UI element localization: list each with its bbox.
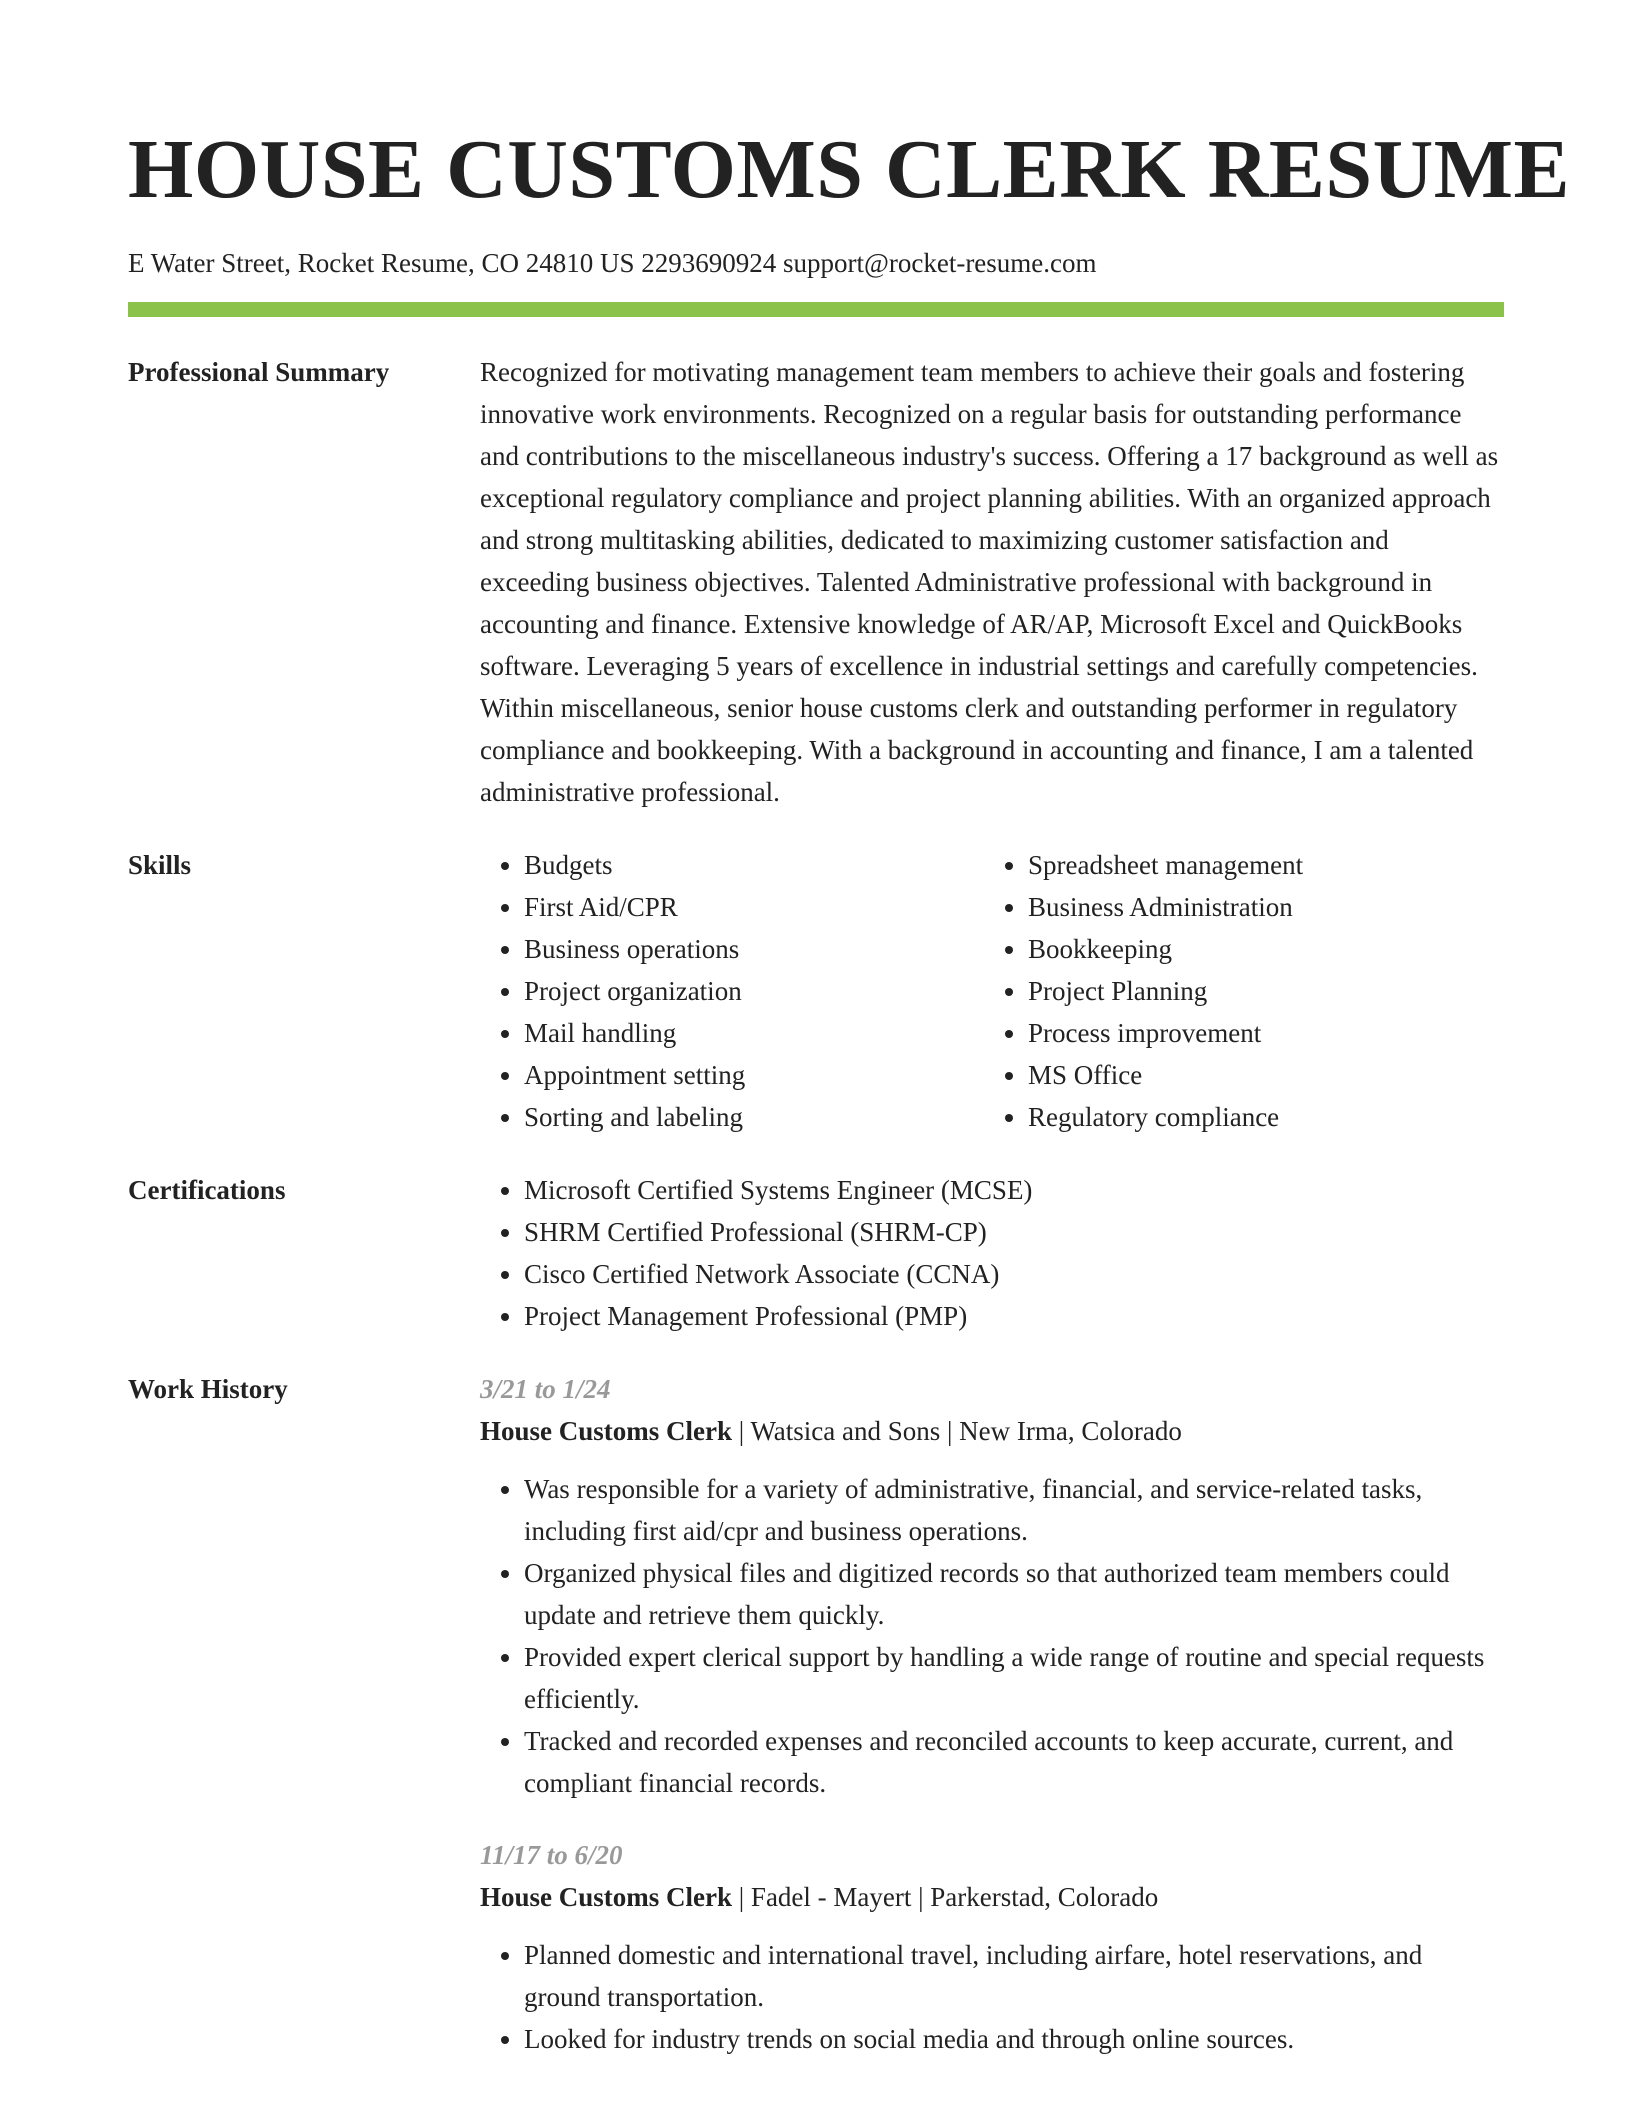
contact-line: E Water Street, Rocket Resume, CO 24810 US 2293690924 support@rocket-resume.com	[128, 248, 1097, 278]
separator: |	[940, 1416, 960, 1446]
job-entry	[480, 1368, 1504, 1804]
separator: |	[732, 1882, 751, 1912]
job-duty: • Tracked and recorded expenses and reconciled accounts to keep accurate, current, and compliant financial records.	[524, 1720, 1504, 1804]
certifications-list	[480, 1169, 1504, 1337]
resume-title: HOUSE CUSTOMS CLERK RESUME	[128, 123, 1571, 216]
job-company: Fadel - Mayert	[750, 1882, 912, 1912]
job-heading	[480, 1876, 1504, 1918]
job-duty: • Looked for industry trends on social media and through online sources.	[524, 2018, 1504, 2060]
skill-item: • MS Office	[1028, 1054, 1488, 1096]
skill-item: • Business operations	[524, 928, 984, 970]
certification-item: • Cisco Certified Network Associate (CCNA)	[524, 1253, 1504, 1295]
job-dates: 3/21 to 1/24	[480, 1374, 611, 1404]
job-title: House Customs Clerk	[480, 1416, 733, 1446]
job-company: Watsica and Sons	[750, 1416, 941, 1446]
certification-item: • SHRM Certified Professional (SHRM-CP)	[524, 1211, 1504, 1253]
header-divider	[128, 302, 1504, 317]
skills-heading: Skills	[128, 850, 192, 880]
skill-item: • Bookkeeping	[1028, 928, 1488, 970]
job-duty: • Planned domestic and international travel, including airfare, hotel reservations, and ground transportation.	[524, 1934, 1504, 2018]
summary-section	[128, 351, 1504, 813]
job-heading	[480, 1410, 1504, 1452]
job-location: New Irma, Colorado	[959, 1416, 1182, 1446]
summary-text: Recognized for motivating management team members to achieve their goals and fostering innovative work environments. Recognized on a regular basis for outstanding performance and contributions to the miscellaneous industry's success. Offering a 17 background as well as exceptional regulatory compliance and project planning abilities. With an organized approach and strong multitasking abilities, dedicated to maximizing customer satisfaction and exceeding business objectives. Talented Administrative professional with background in accounting and finance. Extensive knowledge of AR/AP, Microsoft Excel and QuickBooks software. Leveraging 5 years of excellence in industrial settings and carefully competencies. Within miscellaneous, senior house customs clerk and outstanding performer in regulatory compliance and bookkeeping. With a background in accounting and finance, I am a talented administrative professional.	[480, 357, 1499, 807]
skill-item: • Sorting and labeling	[524, 1096, 984, 1138]
skill-item: • Budgets	[524, 844, 984, 886]
skill-item: • Spreadsheet management	[1028, 844, 1488, 886]
summary-heading: Professional Summary	[128, 357, 390, 387]
work-history-heading: Work History	[128, 1374, 288, 1404]
separator: |	[911, 1882, 931, 1912]
certifications-section	[128, 1169, 1504, 1337]
skill-item: • Project organization	[524, 970, 984, 1012]
resume-page	[128, 120, 1571, 2060]
skill-item: • Process improvement	[1028, 1012, 1488, 1054]
skills-list-right	[984, 844, 1488, 1138]
skill-item: • First Aid/CPR	[524, 886, 984, 928]
certification-item: • Project Management Professional (PMP)	[524, 1295, 1504, 1337]
job-title: House Customs Clerk	[480, 1882, 733, 1912]
job-duty: • Organized physical files and digitized records so that authorized team members could update and retrieve them quickly.	[524, 1552, 1504, 1636]
work-history-section	[128, 1368, 1504, 2060]
skill-item: • Regulatory compliance	[1028, 1096, 1488, 1138]
job-duty: • Provided expert clerical support by handling a wide range of routine and special requests efficiently.	[524, 1636, 1504, 1720]
skills-section	[128, 844, 1504, 1138]
skill-item: • Project Planning	[1028, 970, 1488, 1012]
job-location: Parkerstad, Colorado	[930, 1882, 1159, 1912]
skills-list-left	[480, 844, 984, 1138]
job-entry	[480, 1834, 1504, 2060]
skill-item: • Mail handling	[524, 1012, 984, 1054]
job-dates: 11/17 to 6/20	[480, 1840, 623, 1870]
certification-item: • Microsoft Certified Systems Engineer (MCSE)	[524, 1169, 1504, 1211]
job-duty: • Was responsible for a variety of administrative, financial, and service-related tasks, including first aid/cpr and business operations.	[524, 1468, 1504, 1552]
skill-item: • Appointment setting	[524, 1054, 984, 1096]
job-duties-list	[480, 1468, 1504, 1804]
certifications-heading: Certifications	[128, 1175, 286, 1205]
separator: |	[732, 1416, 751, 1446]
job-duties-list	[480, 1934, 1504, 2060]
skill-item: • Business Administration	[1028, 886, 1488, 928]
